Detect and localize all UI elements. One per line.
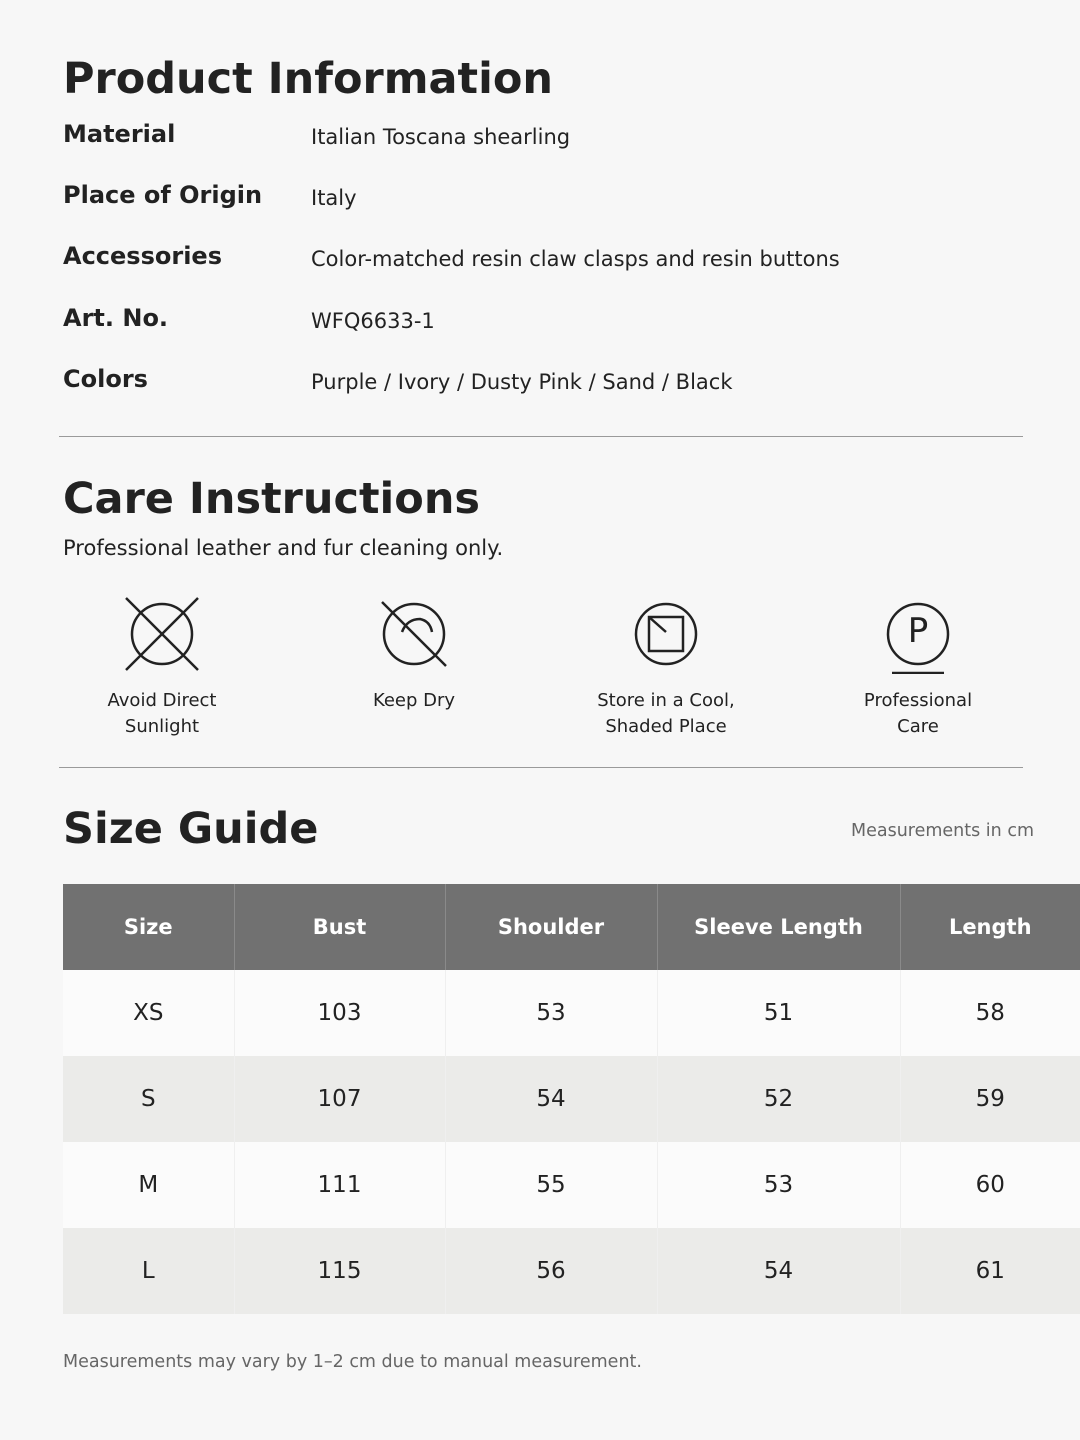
table-row [63,1228,1080,1314]
care-item-professional [798,594,1038,740]
care-label-professional: Professional Care [863,690,973,737]
cell-length: 61 [900,1228,1080,1314]
header-sleeve-length: Sleeve Length [657,884,900,970]
cell-size: L [63,1228,234,1314]
unit-note: Measurements in cm [850,821,1034,841]
section-divider [59,436,1023,437]
cell-sleeve-length: 51 [657,970,900,1056]
cell-sleeve-length: 54 [657,1228,900,1314]
cell-bust: 115 [234,1228,445,1314]
section-divider [59,767,1023,768]
care-title: Care Instructions [63,474,481,524]
cell-sleeve-length: 53 [657,1142,900,1228]
cell-sleeve-length: 52 [657,1056,900,1142]
cell-bust: 103 [234,970,445,1056]
accessories-value: Color-matched resin claw clasps and resin buttons [311,247,840,271]
no-water-icon [374,594,454,674]
material-label: Material [63,120,176,148]
table-row [63,1056,1080,1142]
cell-shoulder: 54 [445,1056,657,1142]
size-table [63,884,1080,1314]
table-row [63,970,1080,1056]
origin-label: Place of Origin [63,181,263,209]
cell-length: 59 [900,1056,1080,1142]
colors-value: Purple / Ivory / Dusty Pink / Sand / Black [311,370,733,394]
cell-size: M [63,1142,234,1228]
art-no-label: Art. No. [63,304,169,332]
cell-shoulder: 53 [445,970,657,1056]
care-label-storage: Store in a Cool, Shaded Place [597,690,735,737]
professional-care-symbol: P [907,611,929,651]
care-item-dry [294,594,534,714]
size-guide-title: Size Guide [63,804,319,854]
professional-care-icon [878,594,958,674]
accessories-label: Accessories [63,242,222,270]
material-value: Italian Toscana shearling [311,125,571,149]
table-row [63,1142,1080,1228]
care-item-sunlight [42,594,282,740]
cool-storage-icon [626,594,706,674]
cell-size: XS [63,970,234,1056]
header-bust: Bust [234,884,445,970]
care-label-dry: Keep Dry [372,690,456,711]
origin-value: Italy [311,186,357,210]
cell-length: 58 [900,970,1080,1056]
colors-label: Colors [63,365,148,393]
cell-size: S [63,1056,234,1142]
product-info-title: Product Information [63,54,554,104]
art-no-value: WFQ6633-1 [311,309,435,333]
cell-shoulder: 56 [445,1228,657,1314]
header-shoulder: Shoulder [445,884,657,970]
cell-length: 60 [900,1142,1080,1228]
care-intro: Professional leather and fur cleaning only. [63,536,504,560]
care-label-sunlight: Avoid Direct Sunlight [107,690,217,737]
no-sun-icon [122,594,202,674]
header-size: Size [63,884,234,970]
footnote: Measurements may vary by 1–2 cm due to manual measurement. [63,1352,642,1372]
cell-shoulder: 55 [445,1142,657,1228]
cell-bust: 107 [234,1056,445,1142]
header-length: Length [900,884,1080,970]
care-item-storage [546,594,786,740]
cell-bust: 111 [234,1142,445,1228]
table-header-row [63,884,1080,970]
